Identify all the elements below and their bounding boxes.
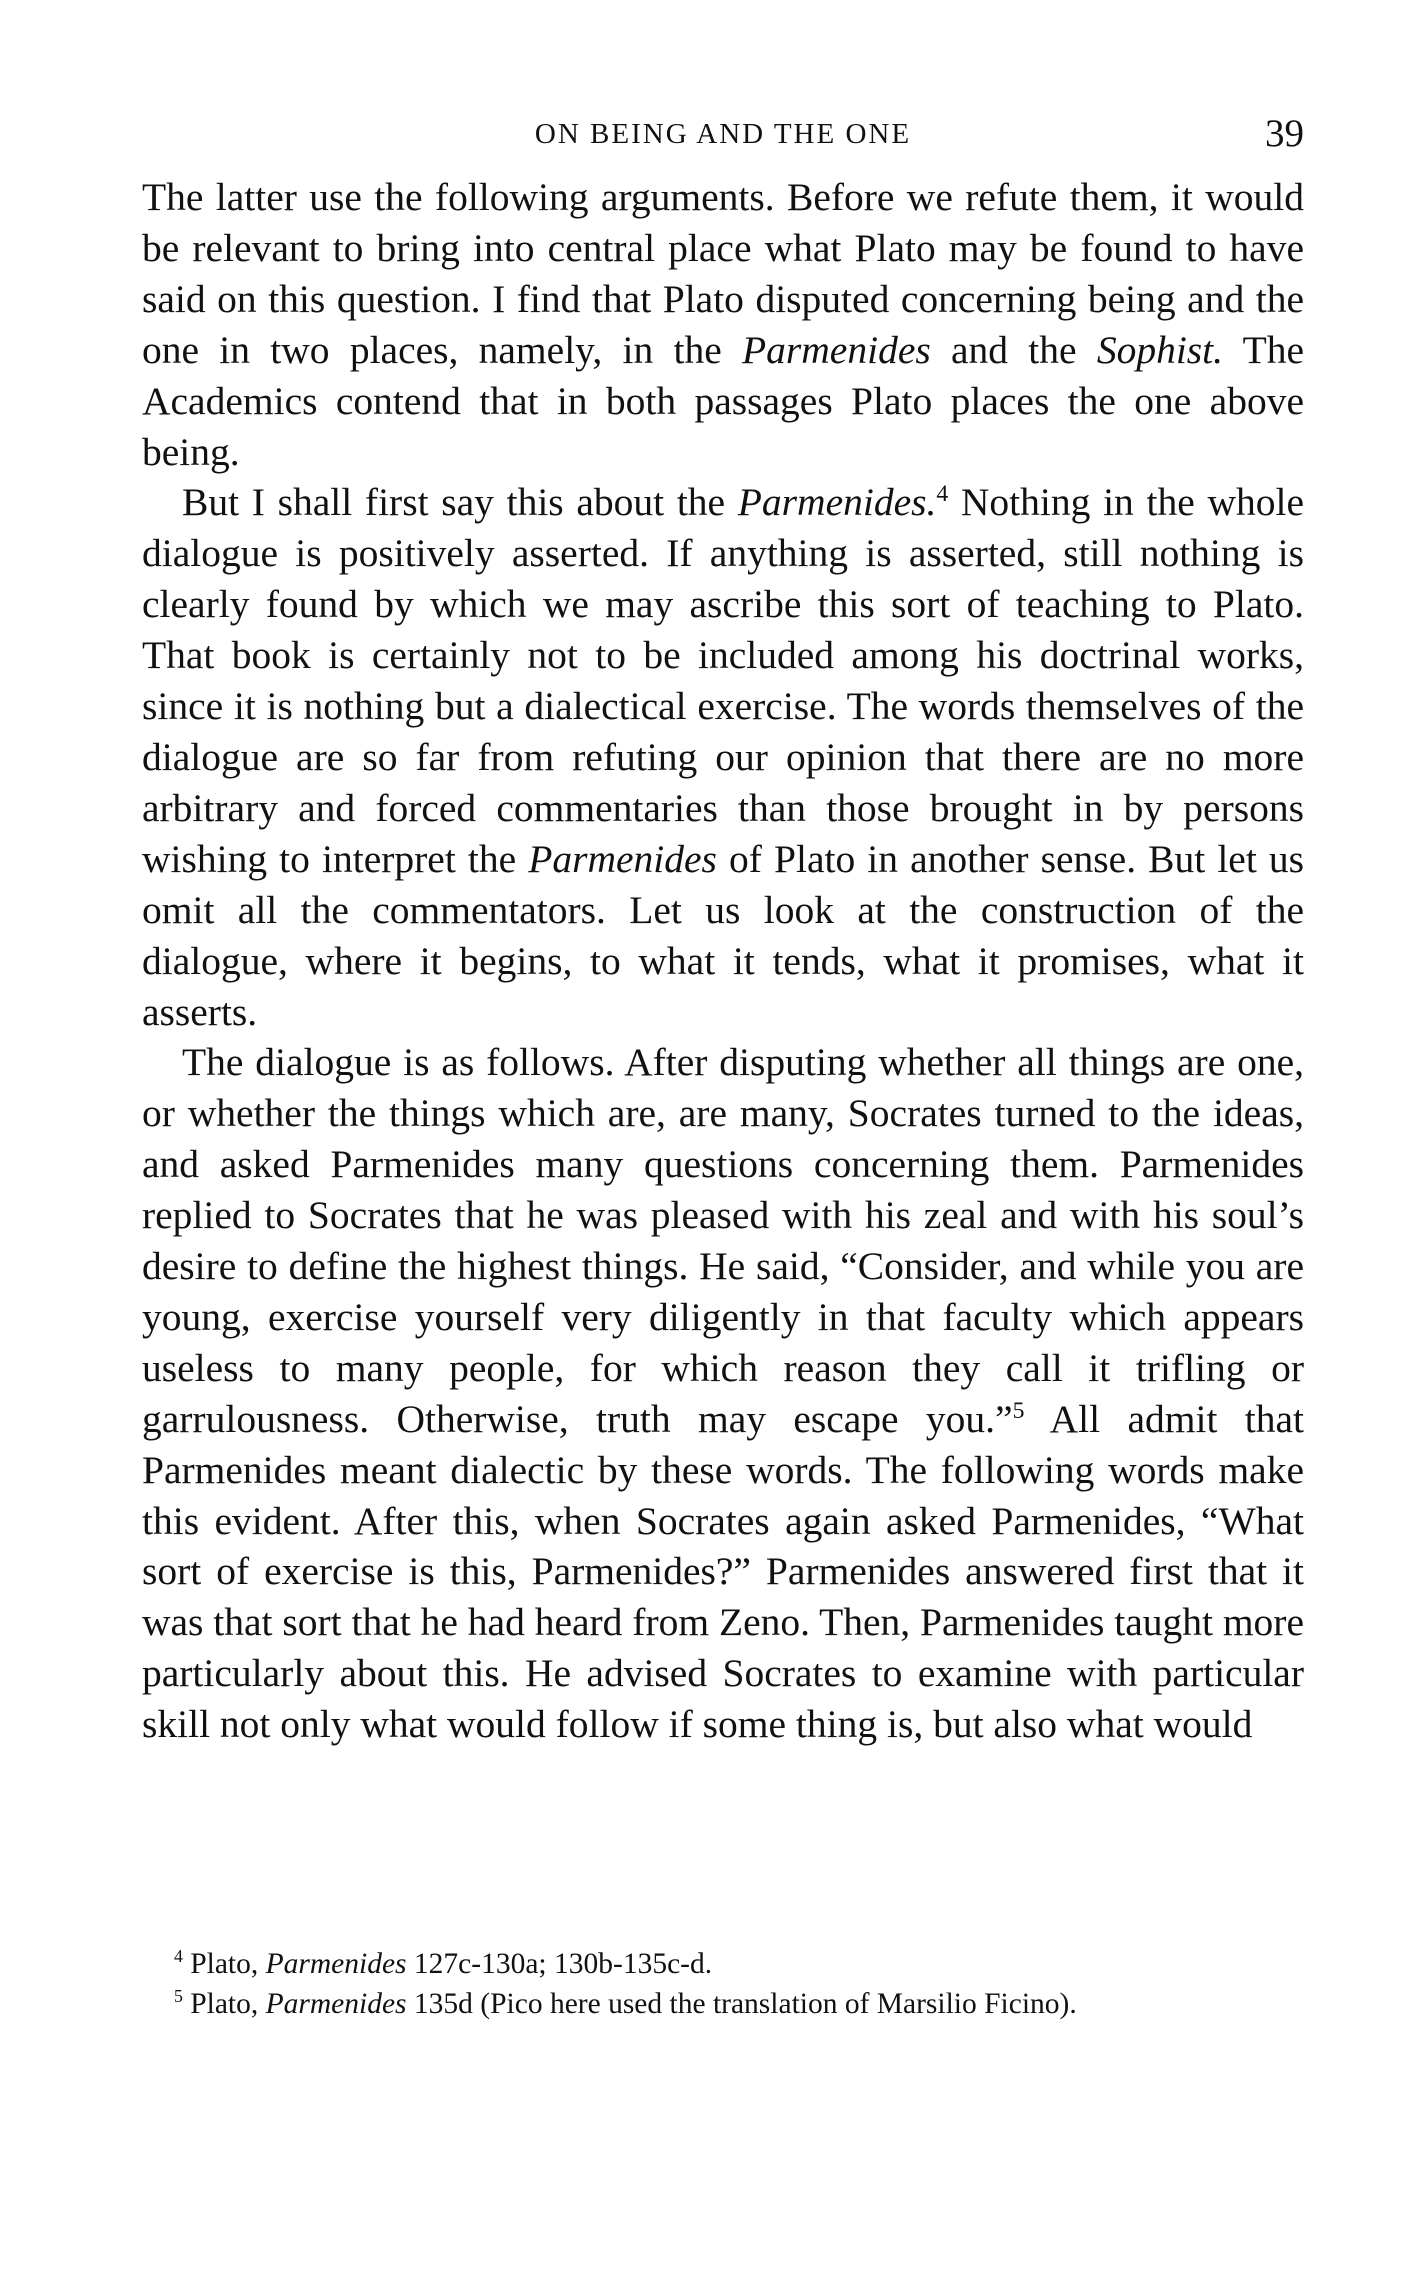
- paragraph-3-text-1: The dialogue is as follows. After disputing whether all things are one, or whether the things which are, are many, Socrates turned to the ideas, and asked Parmenides many questions concerning them. Parmenides replied to Socrates that he was pleased with his zeal and with his soul’s desire to define the highest things. He said, “Consider, and while you are young, exercise yourself very diligently in that faculty which appears useless to many people, for which reason they call it trifling or garrulousness. Otherwise, truth may escape you.”: [142, 1040, 1304, 1441]
- footnote-italic: Parmenides: [265, 1988, 407, 2020]
- paragraph-2-italic-1: Parmenides.: [737, 480, 937, 525]
- footnote-5: [142, 1984, 1304, 2024]
- paragraph-1: [142, 172, 1304, 477]
- footnote-ref-5[interactable]: 5: [1012, 1397, 1025, 1424]
- footnote-4: [142, 1944, 1304, 1984]
- paragraph-3: [142, 1037, 1304, 1750]
- paragraph-1-text-1: The latter use the following arguments. Before we refute them, it would be relevant to bring into central place what Plato may be found to have said on this question. I find that Plato disputed concerning being and the one in two places, namely, in the: [142, 175, 1304, 372]
- paragraph-2-text-1: But I shall first say this about the: [182, 480, 738, 525]
- footnotes: [142, 1944, 1304, 2024]
- footnote-ref-4[interactable]: 4: [936, 481, 949, 508]
- footnote-number: 4: [174, 1946, 183, 1967]
- footnote-italic: Parmenides: [265, 1948, 407, 1980]
- body-text: [142, 172, 1304, 1750]
- footnote-text: Plato,: [182, 1988, 266, 2020]
- running-title: ON BEING AND THE ONE: [534, 118, 912, 150]
- footnote-number: 5: [174, 1986, 183, 2007]
- paragraph-2-text-3: of Plato in another sense. But let us omit all the commentators. Let us look at the construction of the dialogue, where it begins, to what it tends, what it promises, what it asserts.: [142, 836, 1305, 1034]
- paragraph-2-italic-2: Parmenides: [528, 836, 717, 881]
- paragraph-2-text-2: Nothing in the whole dialogue is positively asserted. If anything is asserted, still nothing is clearly found by which we may ascribe this sort of teaching to Plato. That book is certainly not to be included among his doctrinal works, since it is nothing but a dialectical exercise. The words themselves of the dialogue are so far from refuting our opinion that there are no more arbitrary and forced commentaries than those brought in by persons wishing to interpret the: [142, 480, 1304, 881]
- footnote-text: 127c-130a; 130b-135c-d.: [406, 1948, 713, 1980]
- paragraph-1-text-3: The Academics contend that in both passages Plato places the one above being.: [142, 327, 1304, 474]
- paragraph-2: [142, 477, 1304, 1037]
- page-header: [142, 114, 1304, 154]
- footnote-text: 135d (Pico here used the translation of Marsilio Ficino).: [406, 1988, 1077, 2020]
- paragraph-3-text-2: All admit that Parmenides meant dialectic by these words. The following words make this evident. After this, when Socrates again asked Parmenides, “What sort of exercise is this, Parmenides?” Parmenides answered first that it was that sort that he had heard from Zeno. Then, Parmenides taught more particularly about this. He advised Socrates to examine with particular skill not only what would follow if some thing is, but also what would: [142, 1396, 1305, 1747]
- page-number: 39: [1265, 112, 1304, 155]
- paragraph-1-italic-2: Sophist.: [1096, 327, 1224, 372]
- paragraph-1-text-2: and the: [930, 327, 1097, 372]
- paragraph-1-italic-1: Parmenides: [742, 327, 931, 372]
- footnote-text: Plato,: [182, 1948, 266, 1980]
